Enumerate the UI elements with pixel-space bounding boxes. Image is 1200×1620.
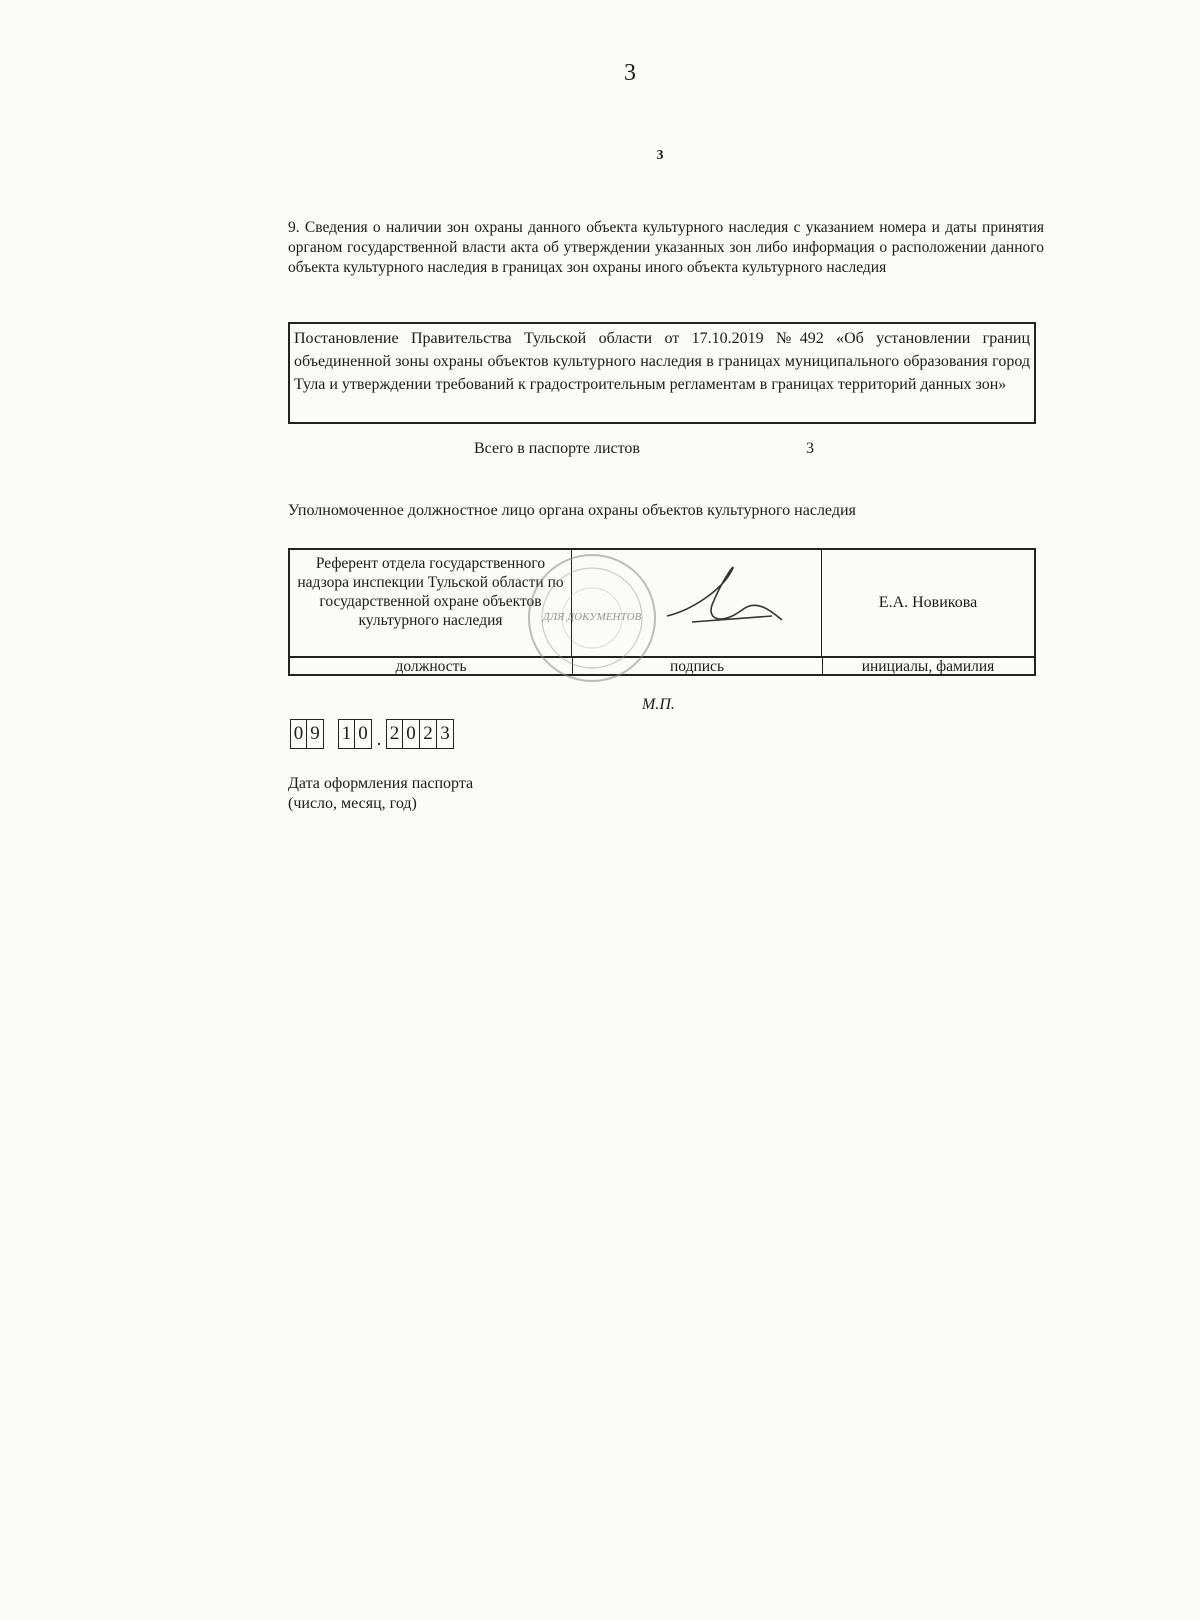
official-seal-icon <box>525 538 659 698</box>
date-year-digit-1: 2 <box>386 719 403 749</box>
page-number-top: 3 <box>624 60 636 86</box>
position-cell: Референт отдела государственного надзора инспекции Тульской области по государственной охране объектов культурного наследия <box>290 550 572 656</box>
date-year-digit-2: 0 <box>403 719 420 749</box>
date-month-digit-1: 1 <box>338 719 355 749</box>
sheets-count-label: Всего в паспорте листов <box>474 440 640 457</box>
seal-text: ДЛЯ ДОКУМЕНТОВ <box>542 611 642 623</box>
footer-name-label: инициалы, фамилия <box>861 658 995 675</box>
date-year-digit-4: 3 <box>437 719 454 749</box>
footer-position-label: должность <box>290 658 573 676</box>
page-number-inner: 3 <box>656 148 664 163</box>
date-day-digit-1: 0 <box>290 719 307 749</box>
official-title: Уполномоченное должностное лицо органа охраны объектов культурного наследия <box>288 502 856 519</box>
date-year-digit-3: 2 <box>420 719 437 749</box>
date-caption-line-2: (число, месяц, год) <box>288 795 417 812</box>
date-separator: . <box>376 729 382 749</box>
name-cell: Е.А. Новикова <box>878 594 978 611</box>
date-month-digit-2: 0 <box>355 719 372 749</box>
decree-box: Постановление Правительства Тульской области от 17.10.2019 №492 «Об установлении границ объединенной зоны охраны объектов культурного наследия в границах муниципального образования город Тула и утверждении требований к градостроительным регламентам в границах территорий данных зон» <box>288 322 1036 424</box>
section-9-text: 9. Сведения о наличии зон охраны данного объекта культурного наследия с указанием номера и даты принятия органом государственной власти акта об утверждении указанных зон либо информация о расположении данного объекта культурного наследия в границах зон охраны иного объекта культурного наследия <box>288 219 1044 276</box>
date-day-digit-2: 9 <box>307 719 324 749</box>
sheets-count-value: 3 <box>806 440 814 457</box>
date-caption <box>288 774 473 814</box>
date-caption-line-1: Дата оформления паспорта <box>288 775 474 792</box>
signature-table <box>288 548 1036 676</box>
signature-table-footer <box>290 656 1034 676</box>
date-boxes <box>290 718 454 750</box>
footer-signature-label: подпись <box>572 658 823 676</box>
mp-label: М.П. <box>642 696 675 713</box>
